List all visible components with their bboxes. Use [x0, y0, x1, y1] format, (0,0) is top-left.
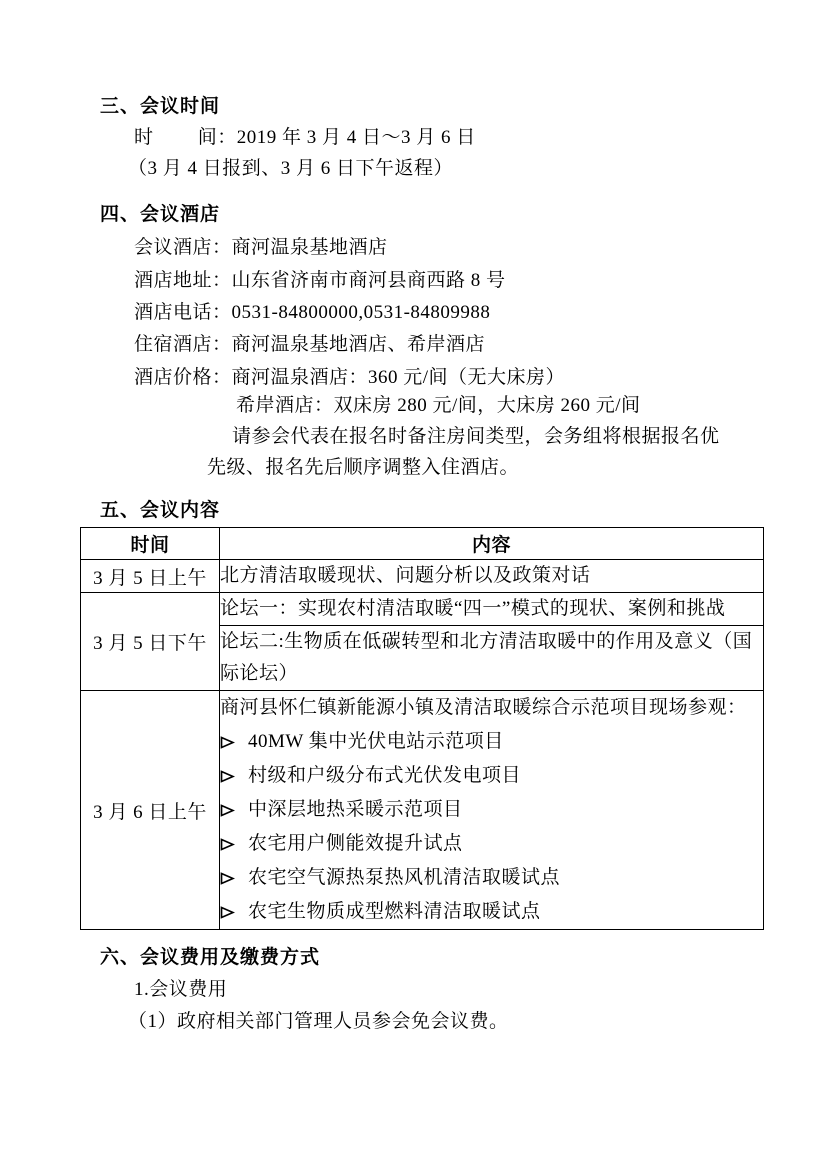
agenda-time-mar5-am: 3 月 5 日上午: [81, 560, 220, 593]
lodging-hotels-line: 住宿酒店：商河温泉基地酒店、希岸酒店: [134, 334, 486, 355]
room-note-line-2: 先级、报名先后顺序调整入住酒店。: [207, 457, 520, 478]
agenda-col-header-time: 时间: [81, 528, 220, 560]
agenda-time-mar5-pm: 3 月 5 日下午: [81, 593, 220, 691]
right-arrowhead-icon: [220, 838, 235, 851]
hotel-phone-line: 酒店电话：0531-84800000,0531-84809988: [134, 302, 491, 323]
hotel-address-line: 酒店地址：山东省济南市商河县商西路 8 号: [134, 270, 506, 291]
section-heading-hotel: 四、会议酒店: [100, 204, 221, 225]
table-row: [81, 560, 764, 593]
right-arrowhead-icon: [220, 906, 235, 919]
table-row: [81, 593, 764, 626]
fees-subheading: 1.会议费用: [134, 979, 228, 1000]
hotel-price-line-1: 酒店价格：商河温泉酒店：360 元/间（无大床房）: [134, 367, 566, 388]
list-item: [220, 895, 763, 929]
list-item-label: 农宅用户侧能效提升试点: [248, 833, 463, 854]
hotel-name-line: 会议酒店：商河温泉基地酒店: [134, 237, 388, 258]
list-item-label: 40MW 集中光伏电站示范项目: [248, 731, 504, 752]
agenda-content-mar5-am: 北方清洁取暖现状、问题分析以及政策对话: [220, 560, 764, 593]
list-item: [220, 759, 763, 793]
list-item: [220, 793, 763, 827]
agenda-content-forum1: 论坛一：实现农村清洁取暖“四一”模式的现状、案例和挑战: [220, 593, 764, 626]
agenda-col-header-content: 内容: [220, 528, 764, 560]
agenda-table: [80, 527, 764, 930]
meeting-time-note: （3 月 4 日报到、3 月 6 日下午返程）: [128, 158, 454, 179]
tour-intro-line: 商河县怀仁镇新能源小镇及清洁取暖综合示范项目现场参观：: [220, 697, 747, 718]
hotel-price-line-2: 希岸酒店：双床房 280 元/间，大床房 260 元/间: [236, 395, 641, 416]
section-heading-fees: 六、会议费用及缴费方式: [100, 947, 321, 968]
right-arrowhead-icon: [220, 872, 235, 885]
list-item: [220, 827, 763, 861]
section-heading-meeting-time: 三、会议时间: [100, 96, 221, 117]
right-arrowhead-icon: [220, 770, 235, 783]
right-arrowhead-icon: [220, 736, 235, 749]
list-item-label: 村级和户级分布式光伏发电项目: [248, 765, 522, 786]
list-item-label: 中深层地热采暖示范项目: [248, 799, 463, 820]
room-note-line-1: 请参会代表在报名时备注房间类型，会务组将根据报名优: [232, 426, 720, 447]
list-item-label: 农宅生物质成型燃料清洁取暖试点: [248, 901, 541, 922]
agenda-time-mar6-am: 3 月 6 日上午: [81, 691, 220, 930]
section-heading-agenda: 五、会议内容: [100, 500, 221, 521]
right-arrowhead-icon: [220, 804, 235, 817]
meeting-time-line: 时 间：2019 年 3 月 4 日～3 月 6 日: [134, 127, 476, 148]
agenda-content-mar6-tour: [220, 691, 764, 930]
table-row: [81, 691, 764, 930]
agenda-table-header-row: [81, 528, 764, 560]
list-item: [220, 861, 763, 895]
agenda-content-forum2: 论坛二:生物质在低碳转型和北方清洁取暖中的作用及意义（国际论坛）: [220, 626, 764, 691]
fees-item-1: （1）政府相关部门管理人员参会免会议费。: [128, 1011, 509, 1032]
list-item-label: 农宅空气源热泵热风机清洁取暖试点: [248, 867, 561, 888]
list-item: [220, 725, 763, 759]
